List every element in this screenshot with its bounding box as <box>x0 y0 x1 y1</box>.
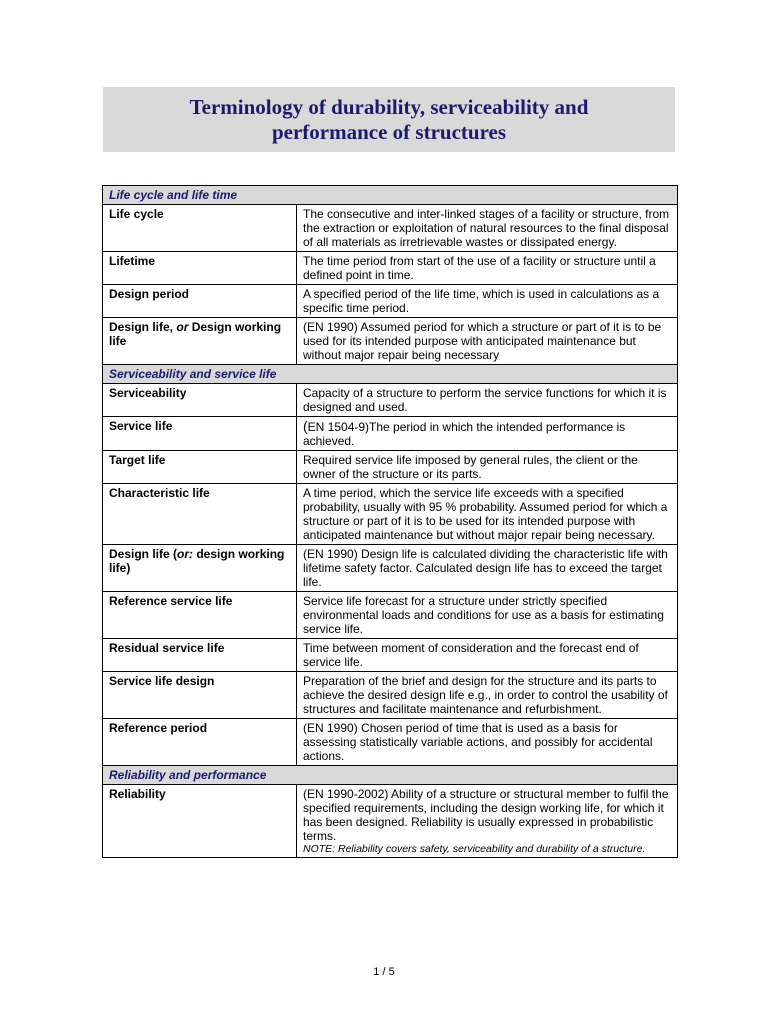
definition-text: (EN 1990-2002) Ability of a structure or structural member to fulfil the specified requirements, including the design working life, for which it has been designed. Reliability is usually expressed in probabilistic terms. <box>303 787 669 843</box>
definition-cell: A time period, which the service life exceeds with a specified probability, usually with 95 % probability. Assumed period for which a structure or part of it is to be used for its intended purpose with anticipated maintenance but without major repair being necessary. <box>297 484 678 545</box>
table-row <box>103 719 678 766</box>
section-header-row <box>103 186 678 205</box>
term-part: Design life ( <box>109 547 178 561</box>
term-part: design working life) <box>109 547 285 575</box>
definition-cell: A specified period of the life time, which is used in calculations as a specific time period. <box>297 285 678 318</box>
term-or: or <box>176 320 189 334</box>
term-cell: Design period <box>103 285 297 318</box>
definition-cell <box>297 785 678 858</box>
term-cell: Serviceability <box>103 384 297 417</box>
table-row <box>103 785 678 858</box>
term-cell: Lifetime <box>103 252 297 285</box>
title-line-2: performance of structures <box>271 120 507 144</box>
table-row <box>103 484 678 545</box>
table-row <box>103 545 678 592</box>
term-cell: Reference period <box>103 719 297 766</box>
term-cell <box>103 545 297 592</box>
term-cell: Reference service life <box>103 592 297 639</box>
definition-cell: (EN 1990) Chosen period of time that is used as a basis for assessing statistically variable actions, and possibly for accidental actions. <box>297 719 678 766</box>
term-cell: Reliability <box>103 785 297 858</box>
section-heading: Life cycle and life time <box>103 186 678 205</box>
term-part: Design working life <box>109 320 282 348</box>
title-line-1: Terminology of durability, serviceability and <box>189 95 589 119</box>
term-part: Design life, <box>109 320 177 334</box>
section-heading: Serviceability and service life <box>103 365 678 384</box>
definition-cell: Capacity of a structure to perform the service functions for which it is designed and used. <box>297 384 678 417</box>
term-or: or: <box>177 547 194 561</box>
document-title-box <box>103 87 675 152</box>
page-number: 1 / 5 <box>373 966 395 978</box>
definition-cell: The time period from start of the use of a facility or structure until a defined point in time. <box>297 252 678 285</box>
table-row <box>103 384 678 417</box>
table-row <box>103 285 678 318</box>
definition-cell: Service life forecast for a structure under strictly specified environmental loads and conditions for use as a basis for estimating service life. <box>297 592 678 639</box>
term-cell: Characteristic life <box>103 484 297 545</box>
table-row <box>103 672 678 719</box>
terminology-table <box>102 185 678 858</box>
table-row <box>103 451 678 484</box>
definition-cell: The consecutive and inter-linked stages of a facility or structure, from the extraction or exploitation of natural resources to the final disposal of all materials as irretrievable wastes or dissipated energy. <box>297 205 678 252</box>
definition-cell: Required service life imposed by general rules, the client or the owner of the structure or its parts. <box>297 451 678 484</box>
section-header-row <box>103 365 678 384</box>
table-row <box>103 639 678 672</box>
section-header-row <box>103 766 678 785</box>
definition-cell: Time between moment of consideration and the forecast end of service life. <box>297 639 678 672</box>
term-cell: Target life <box>103 451 297 484</box>
definition-text: EN 1504-9)The period in which the intended performance is achieved. <box>303 420 626 448</box>
section-heading: Reliability and performance <box>103 766 678 785</box>
term-cell: Life cycle <box>103 205 297 252</box>
term-cell: Service life design <box>103 672 297 719</box>
table-row <box>103 318 678 365</box>
table-row <box>103 252 678 285</box>
definition-note: NOTE: Reliability covers safety, serviceability and durability of a structure. <box>303 843 646 855</box>
document-title <box>103 87 675 145</box>
definition-cell <box>297 417 678 451</box>
term-cell <box>103 318 297 365</box>
term-cell: Service life <box>103 417 297 451</box>
definition-cell: Preparation of the brief and design for the structure and its parts to achieve the desired design life e.g., in order to control the usability of structures and facilitate maintenance and refurbishment. <box>297 672 678 719</box>
definition-cell: (EN 1990) Assumed period for which a structure or part of it is to be used for its intended purpose with anticipated maintenance but without major repair being necessary <box>297 318 678 365</box>
table-row <box>103 417 678 451</box>
definition-prefix: ( <box>303 418 308 434</box>
table-row <box>103 205 678 252</box>
table-row <box>103 592 678 639</box>
term-cell: Residual service life <box>103 639 297 672</box>
definition-cell: (EN 1990) Design life is calculated dividing the characteristic life with lifetime safety factor. Calculated design life has to exceed the target life. <box>297 545 678 592</box>
